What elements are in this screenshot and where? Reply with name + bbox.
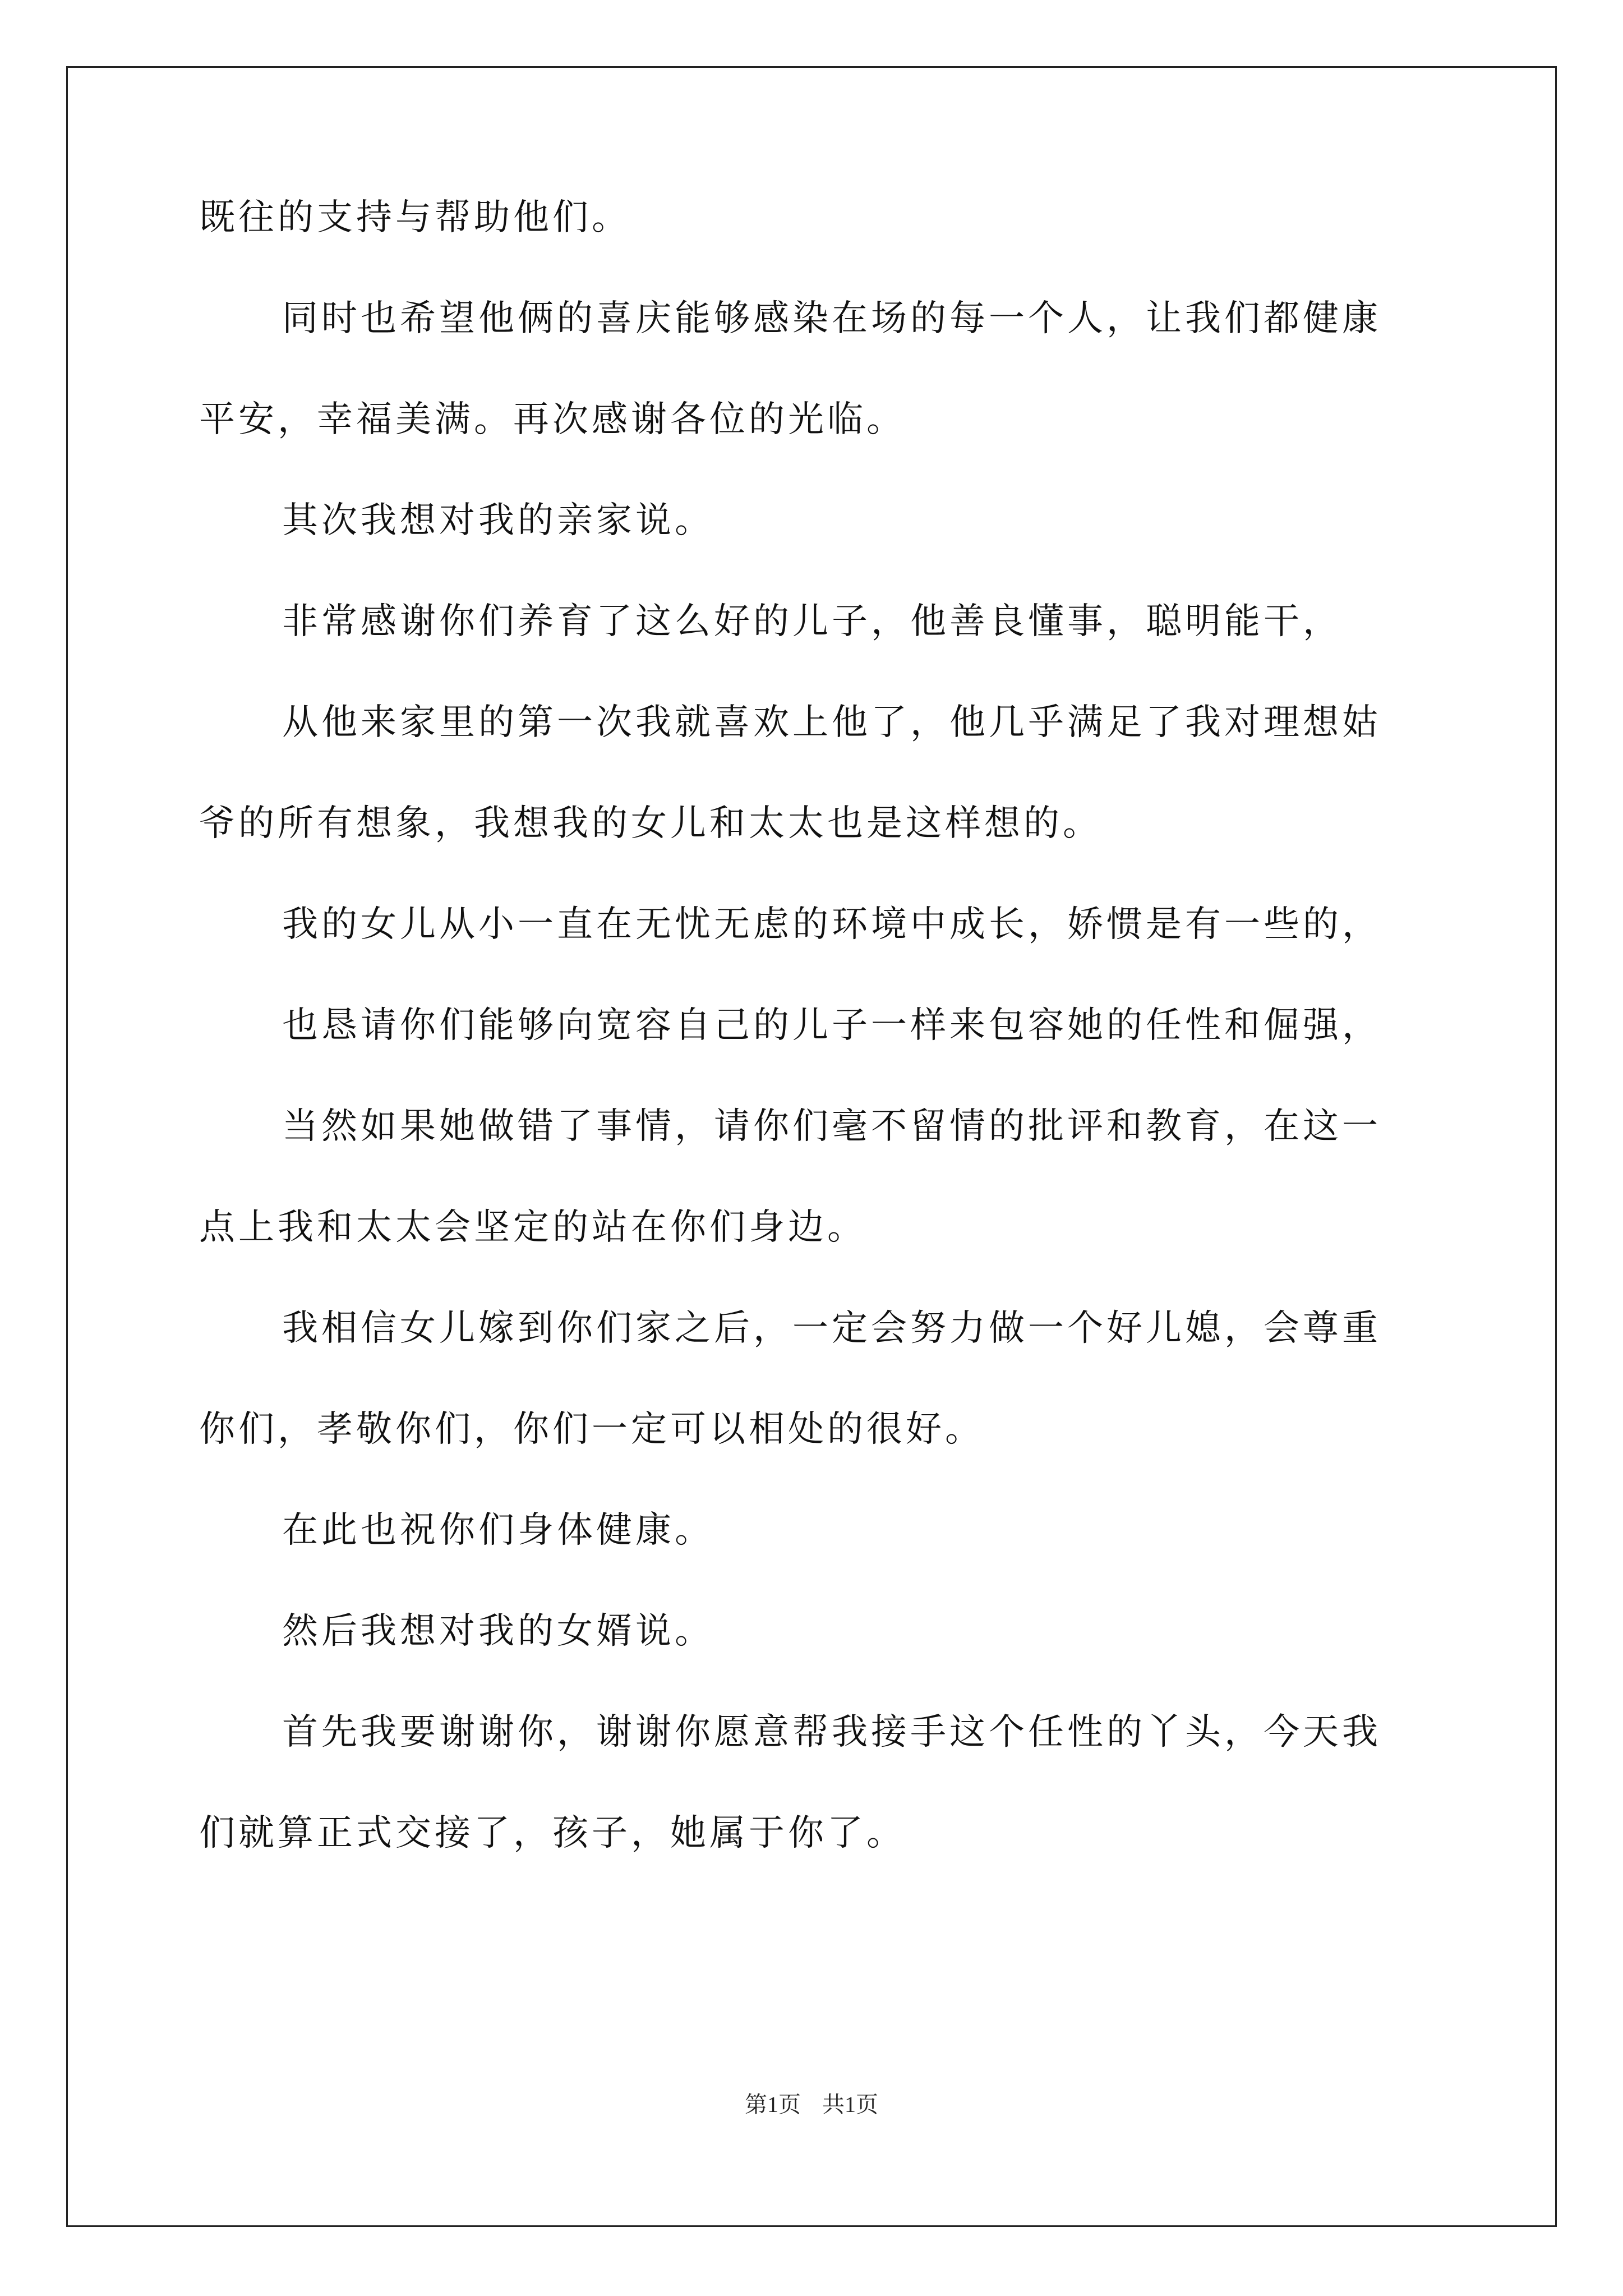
page-total: 共1页 [822, 2092, 878, 2117]
text-line-9: 也恳请你们能够向宽容自己的儿子一样来包容她的任性和倔强， [282, 1005, 1381, 1046]
text-line-14: 在此也祝你们身体健康。 [282, 1510, 714, 1551]
text-line-1: 既往的支持与帮助他们。 [199, 197, 631, 238]
text-line-2: 同时也希望他俩的喜庆能够感染在场的每一个人，让我们都健康 [282, 298, 1381, 339]
text-line-3: 平安，幸福美满。再次感谢各位的光临。 [199, 399, 906, 440]
page-footer [0, 2087, 1623, 2119]
text-line-12: 我相信女儿嫁到你们家之后，一定会努力做一个好儿媳，会尊重 [282, 1308, 1381, 1349]
text-line-15: 然后我想对我的女婿说。 [282, 1611, 714, 1652]
text-line-13: 你们，孝敬你们，你们一定可以相处的很好。 [199, 1409, 984, 1450]
text-line-5: 非常感谢你们养育了这么好的儿子，他善良懂事，聪明能干， [282, 601, 1342, 642]
text-line-4: 其次我想对我的亲家说。 [282, 500, 714, 541]
text-line-10: 当然如果她做错了事情，请你们毫不留情的批评和教育，在这一 [282, 1106, 1381, 1147]
text-line-8: 我的女儿从小一直在无忧无虑的环境中成长，娇惯是有一些的， [282, 904, 1381, 945]
text-line-6: 从他来家里的第一次我就喜欢上他了，他几乎满足了我对理想姑 [282, 702, 1381, 743]
text-line-11: 点上我和太太会坚定的站在你们身边。 [199, 1207, 866, 1248]
text-line-16: 首先我要谢谢你，谢谢你愿意帮我接手这个任性的丫头，今天我 [282, 1711, 1381, 1753]
text-line-7: 爷的所有想象，我想我的女儿和太太也是这样想的。 [199, 803, 1102, 844]
text-line-17: 们就算正式交接了，孩子，她属于你了。 [199, 1812, 906, 1854]
page-number: 第1页 [745, 2092, 801, 2117]
